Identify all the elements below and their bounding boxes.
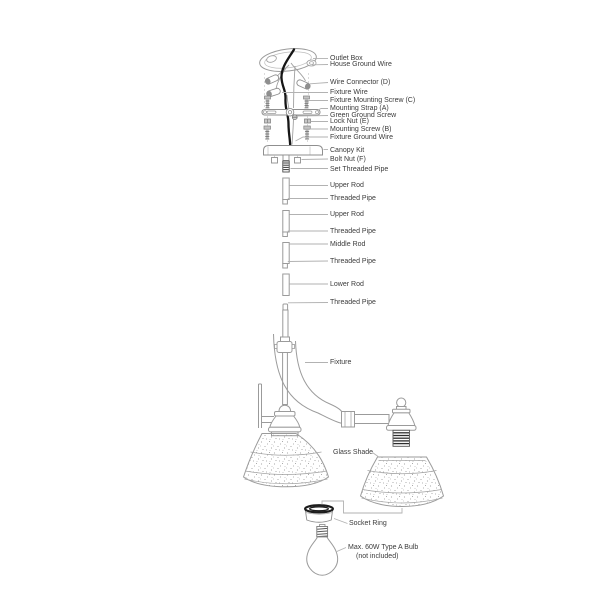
right-socket-threads <box>393 430 410 446</box>
threaded-pipe-2 <box>283 232 288 237</box>
label-bulb-line-1: Max. 60W Type A Bulb <box>348 544 419 551</box>
label-middle-rod: Middle Rod <box>330 240 366 248</box>
right-glass-shade <box>361 457 444 507</box>
threaded-pipe-1 <box>283 200 288 205</box>
label-lock-nut: Lock Nut (E) <box>330 118 369 125</box>
mounting-screws <box>264 126 310 140</box>
label-threaded-pipe-4: Threaded Pipe <box>330 299 376 306</box>
label-outlet-box: Outlet Box <box>330 55 363 62</box>
fixture-body <box>259 334 417 436</box>
label-set-threaded-pipe: Set Threaded Pipe <box>330 165 389 173</box>
label-threaded-pipe-3: Threaded Pipe <box>330 257 376 265</box>
label-bolt-nut: Bolt Nut (F) <box>330 156 366 163</box>
label-threaded-pipe-2: Threaded Pipe <box>330 227 376 235</box>
label-green-ground-screw: Green Ground Screw <box>330 112 397 119</box>
label-fixture-wire: Fixture Wire <box>330 89 368 96</box>
label-canopy-kit: Canopy Kit <box>330 146 365 154</box>
wire-connectors <box>264 74 311 98</box>
socket-ring <box>305 505 333 522</box>
lower-rod <box>283 274 289 296</box>
label-mounting-screw: Mounting Screw (B) <box>330 125 392 133</box>
center-glass-shade <box>244 434 329 487</box>
middle-rod <box>283 243 289 264</box>
label-upper-rod-2: Upper Rod <box>330 211 364 218</box>
upper-rod-2 <box>283 211 289 233</box>
rod-chain <box>283 178 289 339</box>
label-socket-ring: Socket Ring <box>349 520 387 527</box>
set-threaded-pipe <box>283 161 289 172</box>
label-fixture-ground-wire: Fixture Ground Wire <box>330 133 394 141</box>
label-fixture: Fixture <box>330 359 352 366</box>
label-house-ground-wire: House Ground Wire <box>330 61 392 68</box>
green-ground-screw <box>292 115 297 120</box>
label-wire-connector: Wire Connector (D) <box>330 79 391 86</box>
label-glass-shade: Glass Shade <box>333 448 374 456</box>
mounting-strap <box>262 108 320 116</box>
label-upper-rod-1: Upper Rod <box>330 182 364 189</box>
light-bulb <box>307 525 338 576</box>
hang-rod <box>283 310 288 339</box>
label-threaded-pipe-1: Threaded Pipe <box>330 195 376 202</box>
fixture-arm-inner <box>296 341 343 413</box>
label-lower-rod: Lower Rod <box>330 280 364 288</box>
upper-rod-1 <box>283 178 289 200</box>
threaded-pipe-3 <box>283 264 288 269</box>
label-mounting-strap: Mounting Strap (A) <box>330 105 389 112</box>
label-fixture-mounting-screw: Fixture Mounting Screw (C) <box>330 97 416 104</box>
threaded-pipe-4 <box>283 304 288 310</box>
label-bulb-line-2: (not included) <box>356 553 399 560</box>
